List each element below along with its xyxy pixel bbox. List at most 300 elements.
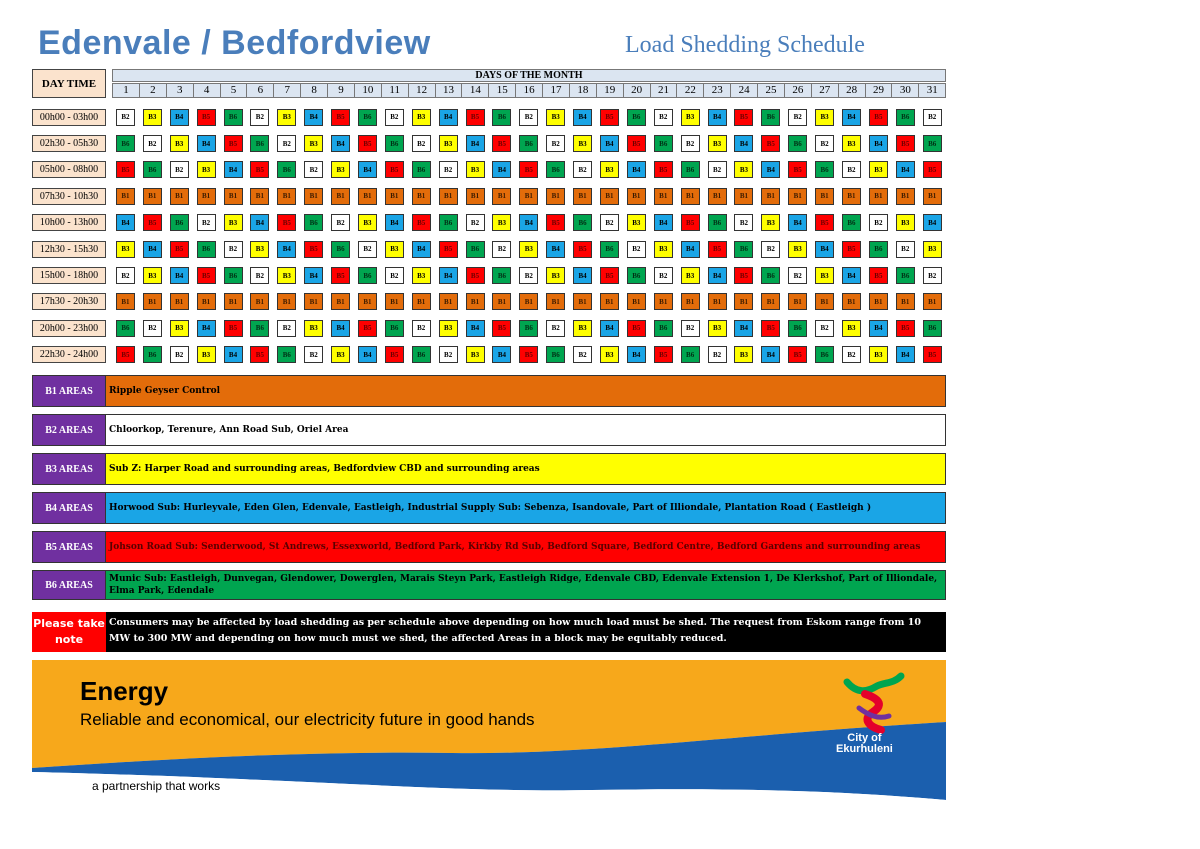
block-cell: B3 — [331, 346, 350, 363]
block-cell: B1 — [197, 188, 216, 205]
block-cell: B1 — [654, 293, 673, 310]
block-cell: B1 — [224, 188, 243, 205]
block-cell: B1 — [277, 293, 296, 310]
block-cell: B4 — [761, 161, 780, 178]
day-number: 6 — [246, 83, 274, 98]
block-cell: B1 — [277, 188, 296, 205]
block-cell: B5 — [116, 346, 135, 363]
block-cell: B6 — [654, 320, 673, 337]
block-cell: B3 — [277, 267, 296, 284]
block-cell: B5 — [734, 109, 753, 126]
block-cell: B4 — [412, 241, 431, 258]
banner-heading: Energy — [80, 676, 169, 706]
block-cell: B1 — [331, 293, 350, 310]
day-number: 26 — [784, 83, 812, 98]
block-cell: B3 — [385, 241, 404, 258]
area-description: Chloorkop, Terenure, Ann Road Sub, Oriel Area — [106, 414, 946, 446]
block-cell: B6 — [708, 214, 727, 231]
block-cell: B1 — [788, 188, 807, 205]
block-cell: B1 — [681, 293, 700, 310]
block-cell: B4 — [439, 109, 458, 126]
block-cell: B2 — [492, 241, 511, 258]
block-cell: B4 — [869, 320, 888, 337]
block-cell: B1 — [116, 188, 135, 205]
block-cell: B4 — [519, 214, 538, 231]
time-slot-label: 02h30 - 05h30 — [32, 135, 106, 152]
block-cell: B3 — [304, 135, 323, 152]
block-cell: B1 — [466, 188, 485, 205]
block-cell: B4 — [277, 241, 296, 258]
block-cell: B3 — [708, 320, 727, 337]
block-cell: B1 — [224, 293, 243, 310]
block-cell: B6 — [788, 320, 807, 337]
day-number: 8 — [300, 83, 328, 98]
block-cell: B5 — [439, 241, 458, 258]
note-text: Consumers may be affected by load shedding as per schedule above depending on how much load must be shed. The request from Eskom range from 10 MW to 300 MW and depending on how much must we shed, the affected Areas in a block may be equitably reduced. — [106, 612, 946, 652]
block-cell: B3 — [761, 214, 780, 231]
block-cell: B5 — [143, 214, 162, 231]
day-number: 19 — [596, 83, 624, 98]
block-cell: B1 — [170, 188, 189, 205]
block-cell: B1 — [170, 293, 189, 310]
block-cell: B4 — [224, 346, 243, 363]
block-cell: B4 — [654, 214, 673, 231]
block-cell: B3 — [197, 161, 216, 178]
day-number: 18 — [569, 83, 597, 98]
schedule-row — [32, 104, 946, 130]
block-cell: B1 — [466, 293, 485, 310]
block-cell: B4 — [304, 109, 323, 126]
block-cell: B5 — [573, 241, 592, 258]
block-cell: B1 — [708, 188, 727, 205]
block-cell: B3 — [896, 214, 915, 231]
block-cell: B5 — [546, 214, 565, 231]
block-cell: B4 — [627, 161, 646, 178]
block-cell: B3 — [923, 241, 942, 258]
block-cell: B6 — [277, 346, 296, 363]
day-number: 15 — [488, 83, 516, 98]
block-cell: B2 — [197, 214, 216, 231]
schedule-row — [32, 236, 946, 262]
block-cell: B3 — [681, 109, 700, 126]
block-cell: B4 — [761, 346, 780, 363]
block-cell: B5 — [654, 161, 673, 178]
block-cell: B5 — [250, 161, 269, 178]
block-cell: B3 — [412, 109, 431, 126]
block-cell: B2 — [761, 241, 780, 258]
block-cell: B6 — [143, 161, 162, 178]
block-cell: B6 — [224, 109, 243, 126]
time-slot-label: 10h00 - 13h00 — [32, 214, 106, 231]
day-number: 20 — [623, 83, 651, 98]
block-cell: B1 — [143, 188, 162, 205]
block-cell: B1 — [492, 293, 511, 310]
block-cell: B3 — [331, 161, 350, 178]
block-cell: B1 — [708, 293, 727, 310]
block-cell: B2 — [896, 241, 915, 258]
block-cell: B1 — [573, 293, 592, 310]
block-cell: B2 — [869, 214, 888, 231]
time-slot-label: 15h00 - 18h00 — [32, 267, 106, 284]
block-cell: B6 — [896, 109, 915, 126]
time-slot-label: 00h00 - 03h00 — [32, 109, 106, 126]
block-cell: B6 — [277, 161, 296, 178]
block-cell: B1 — [116, 293, 135, 310]
block-cell: B3 — [815, 109, 834, 126]
block-cell: B1 — [869, 293, 888, 310]
schedule-row — [32, 130, 946, 156]
block-cell: B5 — [869, 109, 888, 126]
block-cell: B1 — [734, 293, 753, 310]
block-cell: B2 — [573, 161, 592, 178]
block-cell: B2 — [519, 109, 538, 126]
block-cell: B1 — [546, 293, 565, 310]
block-cell: B5 — [654, 346, 673, 363]
block-cell: B1 — [761, 188, 780, 205]
time-slot-label: 17h30 - 20h30 — [32, 293, 106, 310]
block-cell: B2 — [170, 161, 189, 178]
area-label: B3 AREAS — [32, 453, 106, 485]
block-cell: B1 — [519, 188, 538, 205]
block-cell: B2 — [304, 346, 323, 363]
block-cell: B4 — [573, 267, 592, 284]
block-cell: B2 — [277, 135, 296, 152]
block-cell: B1 — [412, 188, 431, 205]
block-cell: B4 — [600, 135, 619, 152]
block-cell: B6 — [923, 135, 942, 152]
block-cell: B6 — [412, 346, 431, 363]
block-cell: B6 — [358, 109, 377, 126]
city-of-ekurhuleni-figure-logo — [837, 664, 907, 739]
logo-line-2: Ekurhuleni — [836, 743, 893, 755]
block-cell: B2 — [358, 241, 377, 258]
day-number: 2 — [139, 83, 167, 98]
block-cell: B3 — [143, 109, 162, 126]
area-description: Horwood Sub: Hurleyvale, Eden Glen, Edenvale, Eastleigh, Industrial Supply Sub: Sebenza, Isandovale, Part of Illiondale, Plantation Road ( Eastleigh ) — [106, 492, 946, 524]
area-label: B6 AREAS — [32, 570, 106, 600]
block-cell: B5 — [519, 161, 538, 178]
block-cell: B6 — [788, 135, 807, 152]
block-cell: B1 — [304, 293, 323, 310]
block-cell: B5 — [923, 346, 942, 363]
block-cell: B5 — [385, 161, 404, 178]
day-number: 21 — [650, 83, 678, 98]
block-cell: B6 — [627, 267, 646, 284]
block-cell: B4 — [116, 214, 135, 231]
block-cell: B1 — [385, 188, 404, 205]
area-row-b4 — [32, 492, 946, 524]
note-box — [32, 612, 946, 652]
area-row-b3 — [32, 453, 946, 485]
page-subtitle: Load Shedding Schedule — [625, 32, 865, 58]
block-cell: B2 — [708, 161, 727, 178]
block-cell: B4 — [331, 320, 350, 337]
block-cell: B4 — [143, 241, 162, 258]
block-cell: B1 — [761, 293, 780, 310]
block-cell: B5 — [627, 135, 646, 152]
block-cell: B6 — [143, 346, 162, 363]
block-cell: B1 — [923, 293, 942, 310]
block-cell: B5 — [466, 109, 485, 126]
logo-line-1: City of — [847, 732, 882, 744]
block-cell: B6 — [197, 241, 216, 258]
area-description: Sub Z: Harper Road and surrounding areas, Bedfordview CBD and surrounding areas — [106, 453, 946, 485]
block-cell: B3 — [358, 214, 377, 231]
block-cell: B1 — [788, 293, 807, 310]
block-cell: B2 — [923, 267, 942, 284]
day-number: 13 — [435, 83, 463, 98]
block-cell: B4 — [681, 241, 700, 258]
block-cell: B1 — [250, 188, 269, 205]
block-cell: B4 — [842, 109, 861, 126]
block-cell: B4 — [170, 109, 189, 126]
block-cell: B4 — [492, 346, 511, 363]
day-number: 12 — [408, 83, 436, 98]
block-cell: B2 — [277, 320, 296, 337]
block-cell: B5 — [734, 267, 753, 284]
day-number: 30 — [891, 83, 919, 98]
block-cell: B5 — [788, 161, 807, 178]
day-number: 4 — [193, 83, 221, 98]
schedule-row — [32, 289, 946, 315]
day-number: 10 — [354, 83, 382, 98]
block-cell: B6 — [331, 241, 350, 258]
block-cell: B5 — [170, 241, 189, 258]
block-cell: B5 — [600, 109, 619, 126]
block-cell: B2 — [116, 267, 135, 284]
block-cell: B1 — [815, 293, 834, 310]
block-cell: B3 — [869, 161, 888, 178]
block-cell: B5 — [815, 214, 834, 231]
block-cell: B6 — [492, 267, 511, 284]
block-cell: B6 — [761, 267, 780, 284]
block-cell: B3 — [250, 241, 269, 258]
day-numbers-row — [112, 83, 946, 98]
block-cell: B2 — [842, 346, 861, 363]
block-cell: B1 — [519, 293, 538, 310]
block-cell: B6 — [546, 161, 565, 178]
block-cell: B3 — [546, 109, 565, 126]
block-cell: B1 — [869, 188, 888, 205]
block-cell: B2 — [600, 214, 619, 231]
block-cell: B3 — [170, 320, 189, 337]
block-cell: B3 — [412, 267, 431, 284]
block-cell: B6 — [573, 214, 592, 231]
block-cell: B3 — [627, 214, 646, 231]
block-cell: B1 — [143, 293, 162, 310]
block-cell: B1 — [896, 188, 915, 205]
block-cell: B6 — [250, 135, 269, 152]
block-cell: B2 — [224, 241, 243, 258]
block-cell: B2 — [250, 109, 269, 126]
block-cell: B3 — [681, 267, 700, 284]
schedule-row — [32, 157, 946, 183]
block-cell: B4 — [734, 135, 753, 152]
area-row-b5 — [32, 531, 946, 563]
block-cell: B5 — [224, 135, 243, 152]
block-cell: B4 — [627, 346, 646, 363]
block-cell: B4 — [896, 161, 915, 178]
block-cell: B6 — [116, 135, 135, 152]
block-cell: B1 — [385, 293, 404, 310]
block-cell: B1 — [627, 293, 646, 310]
block-cell: B3 — [492, 214, 511, 231]
block-cell: B5 — [412, 214, 431, 231]
block-cell: B5 — [116, 161, 135, 178]
block-cell: B1 — [250, 293, 269, 310]
block-cell: B3 — [734, 161, 753, 178]
block-cell: B1 — [815, 188, 834, 205]
block-cell: B6 — [519, 320, 538, 337]
block-cell: B3 — [788, 241, 807, 258]
day-number: 16 — [515, 83, 543, 98]
block-cell: B5 — [277, 214, 296, 231]
block-cell: B2 — [412, 320, 431, 337]
block-cell: B4 — [466, 320, 485, 337]
block-cell: B4 — [600, 320, 619, 337]
block-cell: B3 — [439, 135, 458, 152]
time-slot-label: 12h30 - 15h30 — [32, 241, 106, 258]
block-cell: B3 — [869, 346, 888, 363]
day-number: 14 — [461, 83, 489, 98]
block-cell: B6 — [412, 161, 431, 178]
block-cell: B2 — [788, 109, 807, 126]
block-cell: B6 — [385, 135, 404, 152]
block-cell: B2 — [439, 346, 458, 363]
area-label: B1 AREAS — [32, 375, 106, 407]
block-cell: B5 — [896, 135, 915, 152]
time-slot-label: 22h30 - 24h00 — [32, 346, 106, 363]
block-cell: B1 — [492, 188, 511, 205]
block-cell: B5 — [224, 320, 243, 337]
block-cell: B4 — [869, 135, 888, 152]
block-cell: B4 — [546, 241, 565, 258]
block-cell: B6 — [815, 346, 834, 363]
block-cell: B1 — [573, 188, 592, 205]
time-slot-label: 07h30 - 10h30 — [32, 188, 106, 205]
block-cell: B5 — [600, 267, 619, 284]
block-cell: B6 — [439, 214, 458, 231]
block-cell: B6 — [385, 320, 404, 337]
day-time-header: DAY TIME — [32, 69, 106, 98]
block-cell: B1 — [681, 188, 700, 205]
block-cell: B2 — [654, 109, 673, 126]
block-cell: B4 — [197, 320, 216, 337]
block-cell: B1 — [842, 188, 861, 205]
day-number: 17 — [542, 83, 570, 98]
block-cell: B4 — [708, 109, 727, 126]
block-cell: B2 — [519, 267, 538, 284]
block-cell: B2 — [654, 267, 673, 284]
block-cell: B6 — [896, 267, 915, 284]
block-cell: B1 — [358, 293, 377, 310]
block-cell: B4 — [815, 241, 834, 258]
block-cell: B5 — [304, 241, 323, 258]
block-cell: B5 — [492, 320, 511, 337]
block-cell: B6 — [842, 214, 861, 231]
block-cell: B3 — [546, 267, 565, 284]
block-cell: B4 — [573, 109, 592, 126]
block-cell: B2 — [734, 214, 753, 231]
schedule-row — [32, 210, 946, 236]
block-cell: B4 — [358, 161, 377, 178]
block-cell: B3 — [708, 135, 727, 152]
block-cell: B4 — [842, 267, 861, 284]
block-cell: B4 — [788, 214, 807, 231]
block-cell: B2 — [412, 135, 431, 152]
block-cell: B5 — [842, 241, 861, 258]
block-cell: B4 — [439, 267, 458, 284]
block-cell: B4 — [170, 267, 189, 284]
area-description: Johson Road Sub: Senderwood, St Andrews, Essexworld, Bedford Park, Kirkby Rd Sub, Bedford Square, Bedford Centre, Bedford Gardens and surrounding areas — [106, 531, 946, 563]
block-cell: B6 — [304, 214, 323, 231]
block-cell: B6 — [869, 241, 888, 258]
block-cell: B5 — [923, 161, 942, 178]
block-cell: B3 — [600, 161, 619, 178]
block-cell: B5 — [466, 267, 485, 284]
block-cell: B5 — [896, 320, 915, 337]
block-cell: B5 — [761, 320, 780, 337]
schedule-row — [32, 342, 946, 368]
block-cell: B3 — [466, 161, 485, 178]
block-cell: B4 — [304, 267, 323, 284]
block-cell: B6 — [224, 267, 243, 284]
schedule-row — [32, 262, 946, 288]
block-cell: B5 — [358, 320, 377, 337]
area-row-b6 — [32, 570, 946, 600]
schedule-grid — [32, 104, 946, 368]
block-cell: B3 — [842, 135, 861, 152]
block-cell: B4 — [923, 214, 942, 231]
block-cell: B2 — [546, 320, 565, 337]
block-cell: B2 — [681, 135, 700, 152]
block-cell: B1 — [600, 188, 619, 205]
block-cell: B2 — [331, 214, 350, 231]
block-cell: B3 — [519, 241, 538, 258]
block-cell: B3 — [197, 346, 216, 363]
day-number: 25 — [757, 83, 785, 98]
block-cell: B2 — [116, 109, 135, 126]
area-description: Ripple Geyser Control — [106, 375, 946, 407]
block-cell: B4 — [224, 161, 243, 178]
block-cell: B4 — [708, 267, 727, 284]
block-cell: B4 — [896, 346, 915, 363]
area-description: Munic Sub: Eastleigh, Dunvegan, Glendower, Dowerglen, Marais Steyn Park, Eastleigh Ridge, Edenvale CBD, Edenvale Extension 1, De Klerkshof, Part of Illiondale, Elma Park, Edendale — [106, 570, 946, 600]
block-cell: B3 — [734, 346, 753, 363]
block-cell: B4 — [492, 161, 511, 178]
block-cell: B4 — [734, 320, 753, 337]
day-number: 11 — [381, 83, 409, 98]
block-cell: B6 — [519, 135, 538, 152]
block-cell: B3 — [304, 320, 323, 337]
block-cell: B2 — [627, 241, 646, 258]
block-cell: B5 — [708, 241, 727, 258]
block-cell: B6 — [923, 320, 942, 337]
block-cell: B5 — [627, 320, 646, 337]
block-cell: B2 — [923, 109, 942, 126]
time-slot-label: 20h00 - 23h00 — [32, 320, 106, 337]
block-cell: B3 — [573, 135, 592, 152]
day-number: 28 — [838, 83, 866, 98]
day-number: 5 — [220, 83, 248, 98]
block-cell: B5 — [761, 135, 780, 152]
block-cell: B5 — [788, 346, 807, 363]
day-number: 23 — [703, 83, 731, 98]
block-cell: B3 — [466, 346, 485, 363]
block-cell: B2 — [250, 267, 269, 284]
banner-tagline: Reliable and economical, our electricity future in good hands — [80, 710, 535, 729]
block-cell: B2 — [815, 320, 834, 337]
